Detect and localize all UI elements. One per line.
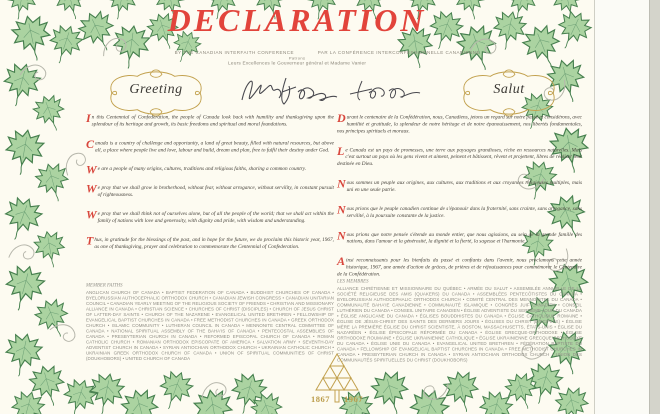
dropcap-letter: W (86, 208, 97, 222)
les-membres-heading: LES MEMBRES (337, 279, 369, 284)
dropcap-letter: A (337, 255, 346, 269)
les-membres-list: ALLIANCE CHRÉTIENNE ET MISSIONNAIRE DU QUÉBEC • ARMÉE DU SALUT • ASSEMBLÉE ANNUELLE DE LA SOCIÉTÉ RELIGIEUSE DES AMIS (QUAKERS) DU CANADA • ASSEMBLÉES PENTECÔTISTES DU CANADA • BYELORUSSIAN AUTHOCEPHALIC ORTHODOX CHURCH • COMITÉ CENTRAL DES MENNONITES DU CANADA • COMMUNAUTÉ BAHA'IE CANADIENNE • COMMUNAUTÉ ISLAMIQUE • CONGRÈS JUIF CANADIEN • CONSEIL LUTHÉRIEN DU CANADA • CONSEIL UNITAIRE CANADIEN • ÉGLISE ADVENTISTE DU SEPTIÈME JOUR DU CANADA • ÉGLISE ANGLICANE DU CANADA • ÉGLISES BOUDDHISTES DU CANADA • ÉGLISE CATHOLIQUE ROMAINE • ÉGLISE DE JÉSUS-CHRIST DES SAINTS DES DERNIERS JOURS • ÉGLISES DU CHRIST (DISCIPLES) • ÉGLISE MÈRE LA PREMIÈRE ÉGLISE DU CHRIST SCIENTISTE, À BOSTON, MASSACHUSETTS, ÉTATS-UNIS • ÉGLISE DU NAZARÉEN • ÉGLISE ÉPISCOPALE RÉFORMÉE DU CANADA • ÉGLISE GRECQUE-ORTHODOXE • ÉGLISE ORTHODOXE ROUMAINE • ÉGLISE UKRAINIENNE CATHOLIQUE • ÉGLISE UKRAINIENNE GRECQUE-ORTHODOXE DU CANADA • ÉGLISE UNIE DU CANADA • EVANGELICAL UNITED BRETHREN • FÉDÉRATION BAPTISTE DU CANADA • FELLOWSHIP OF EVANGELICAL BAPTIST CHURCHES IN CANADA • FREE METHODIST CHURCHES IN CANADA • PRESBYTERIAN CHURCH IN CANADA • SYRIAN ANTIOCHIAN ORTHODOX CHURCH • UNION DES COMMUNAUTÉS SPIRITUELLES DU CHRIST (DOUKHOBORS) (337, 285, 582, 363)
dropcap-letter: N (337, 177, 346, 191)
maple-leaf-icon (32, 295, 75, 342)
year-1967: 1967 (344, 394, 363, 404)
declaration-paragraph: Canada is a country of challenge and opportunity, a land of great beauty, filled with natural resources, but above all, a place where people live and love, labour and build, dream and plan, free to fulfil their destiny under God. (86, 137, 334, 153)
dropcap-letter: W (86, 163, 97, 177)
centennial-emblem (262, 352, 412, 404)
declaration-paragraph: We are a people of many origins, cultures, traditions and religious faiths, sharing a common country. (86, 163, 307, 177)
patrons-names: Leurs Excellences le Gouverneur général et Madame Vanier (227, 60, 367, 66)
dropcap-letter: D (337, 112, 346, 125)
declaration-paragraph: Nous prions que notre pensée s'étende au monde entier, que nous agissions, au sein de la grande famille des nations, dans l'amour et la générosité, la dignité et la fierté, la sagesse et l'harmonie. (337, 229, 582, 245)
salut-cartouche (455, 66, 563, 120)
document-title: DECLARATION (167, 2, 427, 38)
declaration-paragraph: Durant le centenaire de la Confédération, nous, Canadiens, jetons un regard sur notre passé et considérons, avec humilité et gratitude, la splendeur de notre héritage et de notre épanouissement, nos libertés fondamentales, nos principes spirituels et moraux. (337, 112, 582, 134)
greeting-label: Greeting (129, 82, 183, 97)
declaration-paragraph: We pray that we shall think not of ourselves alone, but of all the people of the world; that we shall act within the family of nations with love and generosity, with dignity and pride, with wisdom and understanding. (86, 208, 334, 224)
maple-leaf-icon (33, 160, 72, 205)
dropcap-letter: T (86, 234, 94, 248)
dropcap-letter: W (86, 182, 97, 196)
subtitle-french: PAR LA CONFÉRENCE INTERCONFESSIONNELLE CANADIENNE (317, 50, 480, 55)
tendril-icon (9, 243, 35, 262)
signature-governor-general (242, 78, 337, 104)
member-faiths-heading: MEMBER FAITHS (86, 283, 123, 288)
dropcap-letter: I (86, 112, 91, 125)
year-1867: 1867 (311, 394, 330, 404)
dropcap-letter: N (337, 203, 346, 217)
declaration-paragraph: Ainsi reconnaissants pour les bienfaits du passé et confiants dans l'avenir, nous proclamons cette année historique, 1967, une année d'action de grâces, de prières et de réjouissances pour commémorer le Centenaire de la Confédération. (337, 255, 582, 278)
scan-edge-strip (649, 0, 660, 414)
declaration-paragraph: Thus, in gratitude for the blessings of the past, and in hope for the future, we do proclaim this historic year, 1967, as one of thanksgiving, prayer and celebration to commemorate the Centennial of Confederation. (86, 234, 334, 250)
patrons-label: Patrons (288, 56, 306, 61)
dropcap-letter: C (86, 137, 95, 151)
salut-label: Salut (493, 82, 525, 97)
subtitle-english: BY THE CANADIAN INTERFAITH CONFERENCE (174, 50, 295, 55)
patron-signatures (238, 70, 424, 112)
maple-leaf-icon (33, 229, 68, 269)
maple-leaf-icon (30, 92, 69, 136)
declaration-paragraph: Nous sommes un peuple aux origines, aux cultures, aux traditions et aux croyances religieuses multiples, mais uni en une seule patrie. (337, 177, 582, 193)
declaration-paragraph: We pray that we shall grow in brotherhood, without fear, without arrogance, without servility, in constant pursuit of righteousness. (86, 182, 334, 198)
member-faiths-list: ANGLICAN CHURCH OF CANADA • BAPTIST FEDERATION OF CANADA • BUDDHIST CHURCHES OF CANADA • BYELORUSSIAN AUTHOCEPHALIC ORTHODOX CHURCH • CANADIAN JEWISH CONGRESS • CANADIAN UNITARIAN COUNCIL • CANADIAN YEARLY MEETING OF THE RELIGIOUS SOCIETY OF FRIENDS • CHRISTIAN AND MISSIONARY ALLIANCE IN CANADA • CHRISTIAN SCIENCE • CHURCHES OF CHRIST (DISCIPLES) • CHURCH OF JESUS CHRIST OF LATTER-DAY SAINTS • CHURCH OF THE NAZARENE • EVANGELICAL UNITED BRETHREN • FELLOWSHIP OF EVANGELICAL BAPTIST CHURCHES IN CANADA • FREE METHODIST CHURCHES IN CANADA • GREEK ORTHODOX CHURCH • ISLAMIC COMMUNITY • LUTHERAN COUNCIL IN CANADA • MENNONITE CENTRAL COMMITTEE OF CANADA • NATIONAL SPIRITUAL ASSEMBLY OF THE BAHA'IS OF CANADA • PENTECOSTAL ASSEMBLIES OF CANADA • PRESBYTERIAN CHURCH IN CANADA • REFORMED EPISCOPAL CHURCH OF CANADA • ROMAN CATHOLIC CHURCH • ROMANIAN ORTHODOX EPISCOPATE OF AMERICA • SALVATION ARMY • SEVENTH-DAY ADVENTIST CHURCH IN CANADA • SYRIAN ANTIOCHIAN ORTHODOX CHURCH • UKRAINIAN CATHOLIC CHURCH • UKRAINIAN GREEK ORTHODOX CHURCH OF CANADA • UNION OF SPIRITUAL COMMUNITIES OF CHRIST (DOUKHOBORS) • UNITED CHURCH OF CANADA (86, 289, 334, 361)
declaration-paragraph: Le Canada est un pays de promesses, une terre aux paysages grandioses, riche en ressources naturelles. Mais c'est surtout un pays où les gens vivent et aiment, peinent et bâtissent, rêvent et projettent, libres de réaliser leur destinée en Dieu. (337, 144, 582, 167)
declaration-paragraph: In this Centennial of Confederation, the people of Canada look back with humility and thanksgiving upon the splendour of its heritage and growth, its basic freedoms and spiritual and moral foundations. (86, 112, 334, 127)
declaration-paragraph: Nous prions que le peuple canadien continue de s'épanouir dans la fraternité, sans crainte, sans arrogance, sans servilité, à la poursuite constante de la justice. (337, 203, 582, 219)
dropcap-letter: N (337, 229, 346, 243)
signature-madame-vanier (350, 81, 420, 100)
dropcap-letter: L (337, 144, 345, 158)
greeting-cartouche (102, 66, 210, 120)
